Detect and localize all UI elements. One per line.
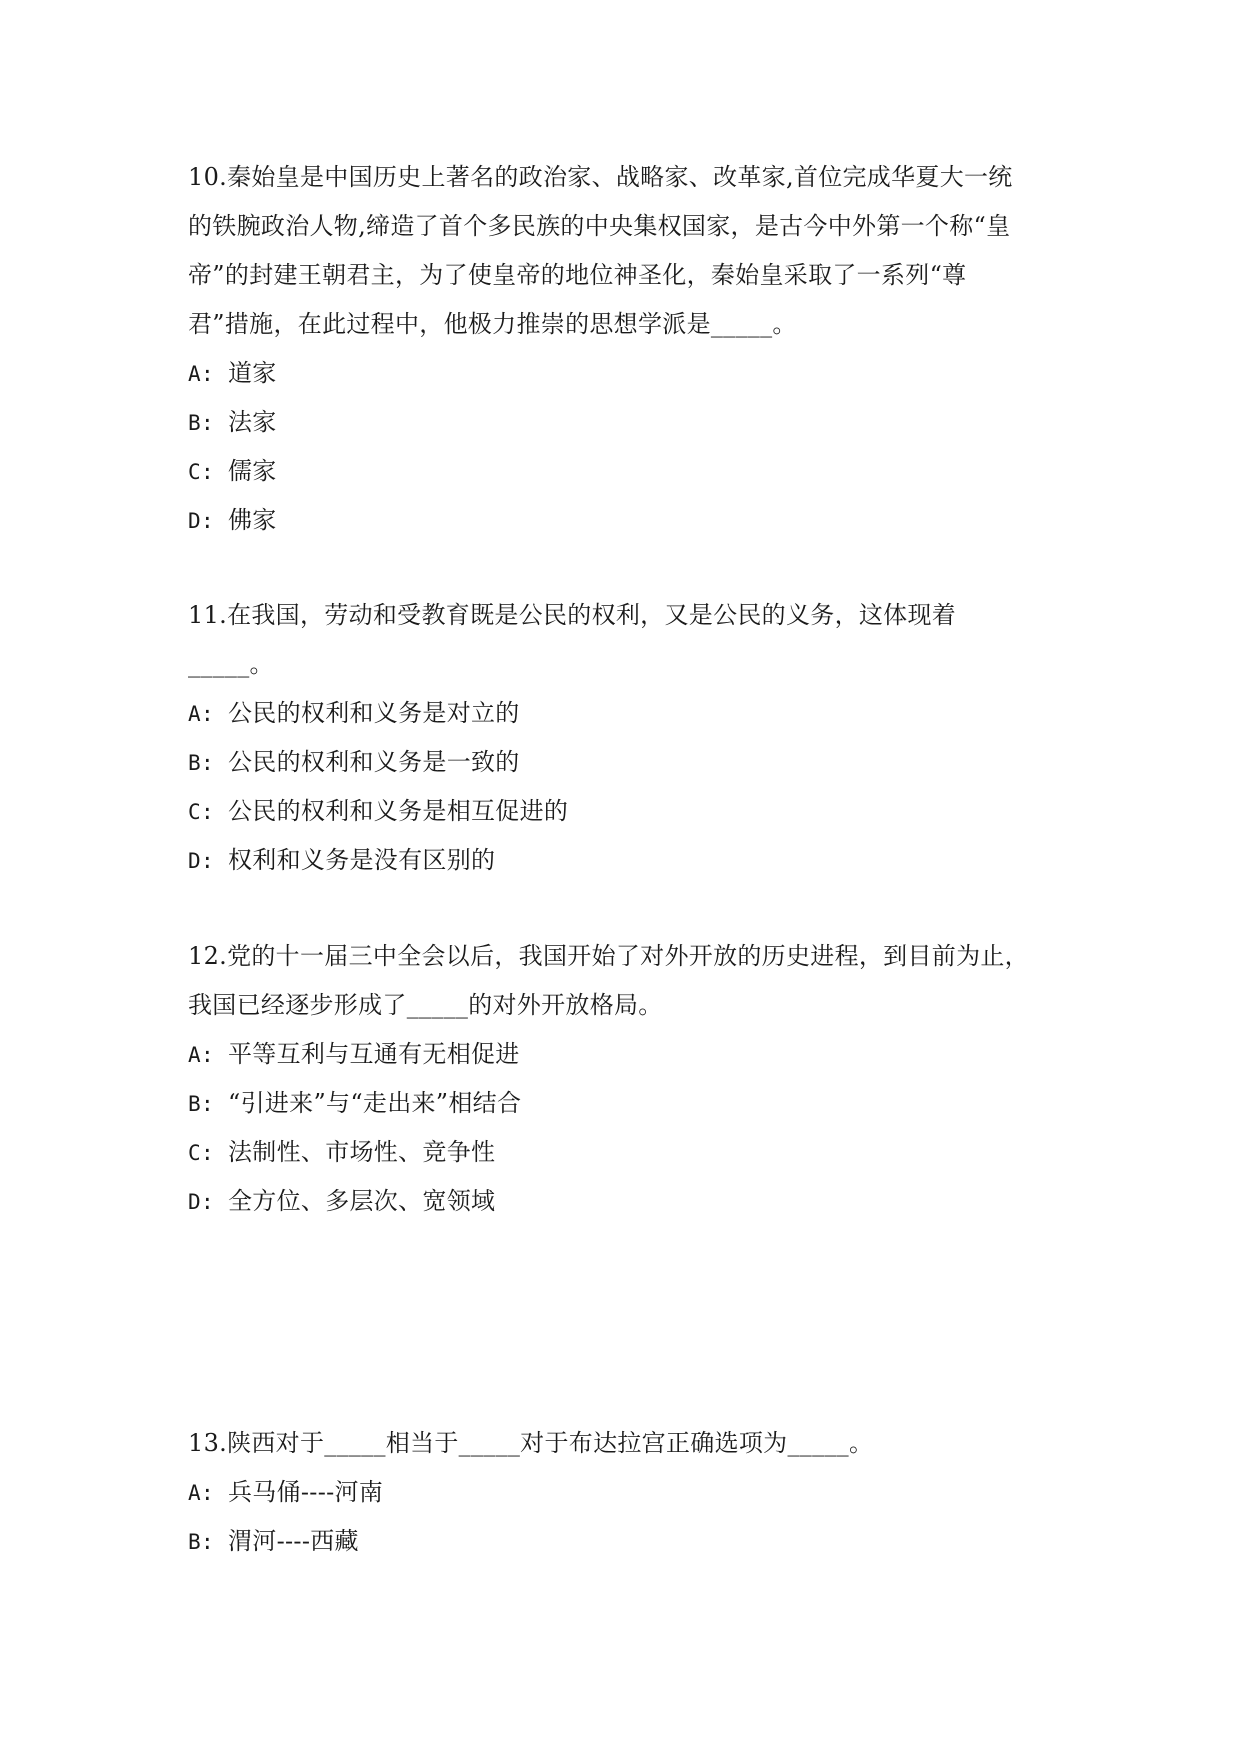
option-c <box>188 787 1058 836</box>
question-stem-line: 帝”的封建王朝君主，为了使皇帝的地位神圣化，秦始皇采取了一系列“尊 <box>188 261 967 289</box>
option-text: 权利和义务是没有区别的 <box>228 846 496 874</box>
option-a <box>188 689 1058 738</box>
option-text: 佛家 <box>228 506 277 534</box>
option-letter: D: <box>188 1190 214 1214</box>
question-stem-line: 君”措施，在此过程中，他极力推崇的思想学派是_____。 <box>188 310 797 338</box>
option-text: 平等互利与互通有无相促进 <box>228 1040 520 1068</box>
option-a <box>188 1468 1058 1517</box>
option-a <box>188 1030 1058 1079</box>
option-letter: A: <box>188 362 214 386</box>
option-b <box>188 738 1058 787</box>
question-11 <box>188 591 1058 885</box>
question-13 <box>188 1419 1058 1566</box>
option-text: 公民的权利和义务是相互促进的 <box>228 797 569 825</box>
option-letter: D: <box>188 849 214 873</box>
option-text: 全方位、多层次、宽领域 <box>228 1187 496 1215</box>
option-letter: B: <box>188 1530 214 1554</box>
option-c <box>188 447 1058 496</box>
option-letter: C: <box>188 1141 214 1165</box>
option-d <box>188 1177 1058 1226</box>
option-d <box>188 496 1058 545</box>
question-stem-line: 我国已经逐步形成了_____的对外开放格局。 <box>188 991 663 1019</box>
question-12 <box>188 932 1058 1226</box>
option-text: 法家 <box>228 408 277 436</box>
option-text: 兵马俑----河南 <box>228 1478 384 1506</box>
option-letter: C: <box>188 460 214 484</box>
question-stem-line: 13.陕西对于_____相当于_____对于布达拉宫正确选项为_____。 <box>188 1429 874 1457</box>
option-letter: A: <box>188 1043 214 1067</box>
option-letter: B: <box>188 411 214 435</box>
option-letter: C: <box>188 800 214 824</box>
question-10 <box>188 153 1058 545</box>
option-text: 公民的权利和义务是一致的 <box>228 748 520 776</box>
option-text: “引进来”与“走出来”相结合 <box>228 1089 522 1117</box>
question-stem-line: 12.党的十一届三中全会以后，我国开始了对外开放的历史进程，到目前为止， <box>188 942 1029 970</box>
option-b <box>188 1517 1058 1566</box>
option-d <box>188 836 1058 885</box>
option-letter: A: <box>188 702 214 726</box>
question-stem-line: 10.秦始皇是中国历史上著名的政治家、战略家、改革家,首位完成华夏大一统 <box>188 163 1013 191</box>
option-text: 渭河----西藏 <box>228 1527 359 1555</box>
option-text: 公民的权利和义务是对立的 <box>228 699 520 727</box>
option-letter: A: <box>188 1481 214 1505</box>
option-letter: B: <box>188 1092 214 1116</box>
option-a <box>188 349 1058 398</box>
option-b <box>188 1079 1058 1128</box>
option-b <box>188 398 1058 447</box>
option-text: 法制性、市场性、竞争性 <box>228 1138 496 1166</box>
question-stem-line: _____。 <box>188 650 274 678</box>
question-stem-line: 11.在我国，劳动和受教育既是公民的权利，又是公民的义务，这体现着 <box>188 601 957 629</box>
option-text: 道家 <box>228 359 277 387</box>
option-letter: B: <box>188 751 214 775</box>
option-letter: D: <box>188 509 214 533</box>
question-stem-line: 的铁腕政治人物,缔造了首个多民族的中央集权国家，是古今中外第一个称“皇 <box>188 212 1011 240</box>
option-c <box>188 1128 1058 1177</box>
option-text: 儒家 <box>228 457 277 485</box>
